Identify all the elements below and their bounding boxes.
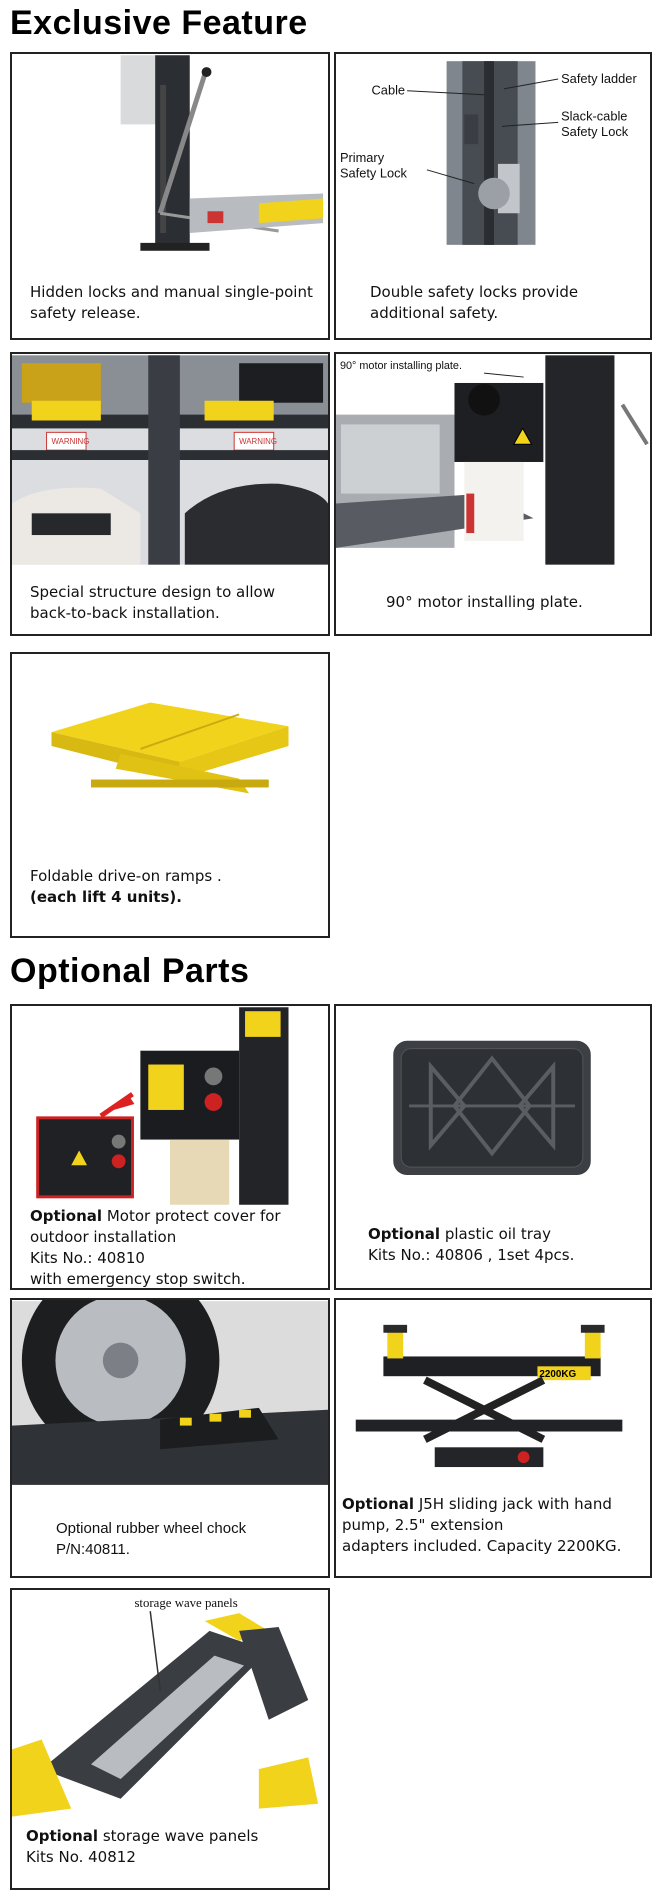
wave-panels-photo-label: storage wave panels — [134, 1596, 238, 1611]
caption-line: P/N:40811. — [56, 1541, 130, 1558]
optional-card-sliding-jack — [334, 1298, 652, 1578]
label-primary-1: Primary — [339, 149, 385, 165]
back-to-back-caption — [30, 582, 275, 624]
caption-text: Motor protect cover for — [102, 1207, 281, 1225]
caption-text: J5H sliding jack with hand — [414, 1495, 612, 1513]
double-locks-caption — [370, 282, 578, 324]
warning-sign-left: WARNING — [51, 437, 90, 447]
caption-text: plastic oil tray — [440, 1225, 551, 1243]
section-title-exclusive: Exclusive Feature — [10, 4, 308, 42]
lift-column-photo — [12, 54, 328, 254]
caption-line: additional safety. — [370, 304, 499, 322]
caption-line: back-to-back installation. — [30, 604, 220, 622]
caption-line: safety release. — [30, 304, 141, 322]
wave-panels-photo — [12, 1590, 328, 1818]
ramp-photo — [12, 654, 328, 834]
wheel-chock-photo — [12, 1300, 328, 1486]
caption-line: Hidden locks and manual single-point — [30, 283, 313, 301]
label-slack-cable-2: Safety Lock — [561, 124, 629, 140]
optional-card-wheel-chock — [10, 1298, 330, 1578]
hidden-locks-caption — [30, 282, 313, 324]
motor-plate-caption — [386, 592, 583, 613]
caption-line: Kits No.: 40810 — [30, 1249, 145, 1267]
ramps-caption — [30, 866, 222, 908]
wheel-chock-caption — [56, 1518, 246, 1560]
caption-line: with emergency stop switch. — [30, 1270, 246, 1288]
caption-line: outdoor installation — [30, 1228, 177, 1246]
wave-panels-caption — [26, 1826, 258, 1868]
caption-line: adapters included. Capacity 2200KG. — [342, 1537, 622, 1555]
caption-line: Special structure design to allow — [30, 583, 275, 601]
label-slack-cable-1: Slack-cable — [561, 108, 628, 124]
section-title-optional: Optional Parts — [10, 952, 250, 990]
optional-label: Optional — [26, 1827, 99, 1845]
caption-line: Foldable drive-on ramps . — [30, 867, 222, 885]
caption-line: Double safety locks provide — [370, 283, 579, 301]
feature-card-ramps — [10, 652, 330, 938]
motor-cover-caption — [30, 1206, 281, 1290]
caption-line: pump, 2.5" extension — [342, 1516, 504, 1534]
sliding-jack-photo — [336, 1300, 650, 1484]
caption-line: (each lift 4 units). — [30, 888, 182, 906]
optional-card-wave-panels — [10, 1588, 330, 1890]
feature-card-back-to-back — [10, 352, 330, 636]
feature-card-hidden-locks — [10, 52, 330, 340]
back-to-back-photo — [12, 354, 328, 566]
label-safety-ladder: Safety ladder — [561, 70, 637, 86]
warning-sign-right: WARNING — [239, 437, 277, 447]
caption-text: rubber wheel chock — [111, 1520, 247, 1537]
sliding-jack-caption — [342, 1494, 621, 1557]
optional-card-oil-tray — [334, 1004, 652, 1290]
caption-line: Kits No.: 40806 , 1set 4pcs. — [368, 1246, 575, 1264]
motor-plate-photo-label: 90° motor installing plate. — [339, 360, 463, 373]
feature-card-motor-plate — [334, 352, 652, 636]
oil-tray-photo — [336, 1006, 650, 1196]
feature-card-double-locks — [334, 52, 652, 340]
caption-line: Kits No. 40812 — [26, 1848, 136, 1866]
motor-plate-photo — [336, 354, 650, 566]
capacity-label: 2200KG — [539, 1369, 577, 1381]
optional-label: Optional — [368, 1225, 441, 1243]
safety-lock-diagram — [336, 54, 650, 254]
label-primary-2: Safety Lock — [339, 165, 407, 181]
optional-label: Optional — [30, 1207, 103, 1225]
oil-tray-caption — [368, 1224, 574, 1266]
label-cable: Cable — [371, 82, 406, 98]
optional-label: Optional — [56, 1520, 112, 1537]
caption-line: 90° motor installing plate. — [386, 593, 583, 611]
caption-text: storage wave panels — [98, 1827, 259, 1845]
optional-label: Optional — [342, 1495, 415, 1513]
optional-card-motor-cover — [10, 1004, 330, 1290]
motor-cover-photo — [12, 1006, 328, 1206]
